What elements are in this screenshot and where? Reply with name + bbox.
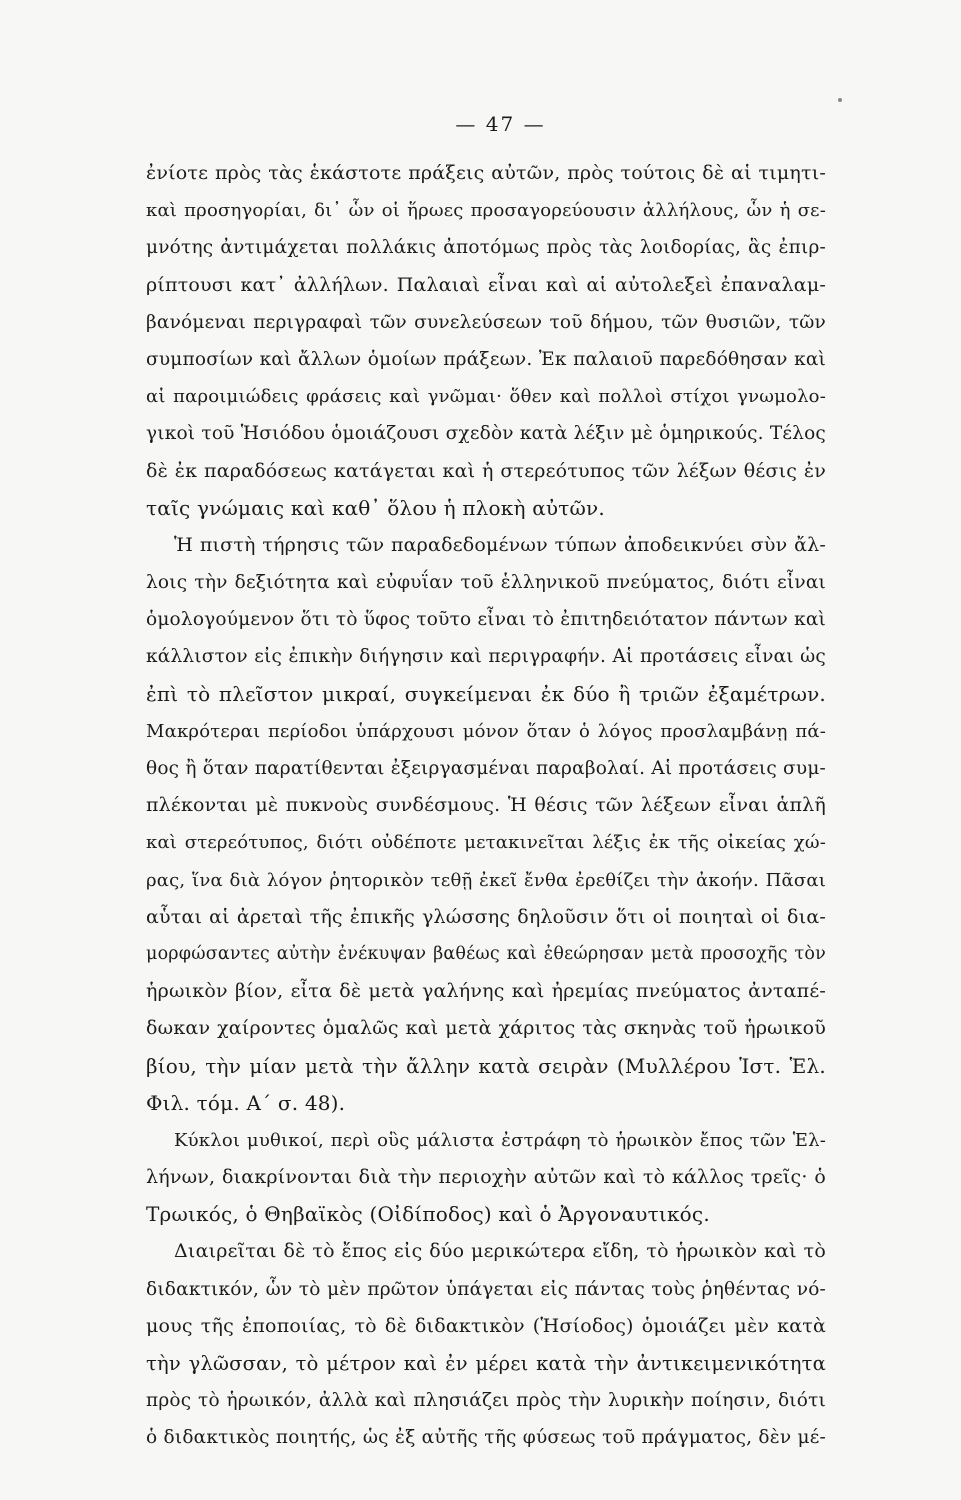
text-line: μνότης ἀντιμάχεται πολλάκις ἀποτόμως πρὸς τὰς λοιδορίας, ἃς ἐπιρ- — [146, 237, 826, 259]
text-line: ὁμολογούμενον ὅτι τὸ ὕφος τοῦτο εἶναι τὸ ἐπιτηδειότατον πάντων καὶ — [146, 609, 826, 631]
paragraph — [146, 1122, 826, 1234]
text-line: Κύκλοι μυθικοί, περὶ οὓς μάλιστα ἐστράφη τὸ ἡρωικὸν ἔπος τῶν Ἑλ- — [174, 1129, 826, 1151]
body-text — [146, 155, 826, 1457]
text-line: μορφώσαντες αὐτὴν ἐνέκυψαν βαθέως καὶ ἐθεώρησαν μετὰ προσοχῆς τὸν — [146, 943, 826, 964]
text-line: ἡρωικὸν βίον, εἶτα δὲ μετὰ γαλήνης καὶ ἠρεμίας πνεύματος ἀνταπέ- — [146, 980, 826, 1003]
text-line: δὲ ἐκ παραδόσεως κατάγεται καὶ ἡ στερεότυπος τῶν λέξων θέσις ἐν — [146, 459, 826, 482]
text-line: λοις τὴν δεξιότητα καὶ εὐφυΐαν τοῦ ἑλληνικοῦ πνεύματος, διότι εἶναι — [146, 572, 826, 594]
text-line: Φιλ. τόμ. Α´ σ. 48). — [146, 1090, 346, 1115]
text-line: καὶ στερεότυπος, διότι οὐδέποτε μετακινεῖται λέξις ἐκ τῆς οἰκείας χώ- — [146, 832, 826, 854]
text-line: λήνων, διακρίνονται διὰ τὴν περιοχὴν αὐτῶν καὶ τὸ κάλλος τρεῖς· ὁ — [146, 1166, 826, 1189]
text-line: ρίπτουσι κατ᾽ ἀλλήλων. Παλαιαὶ εἶναι καὶ αἱ αὐτολεξεὶ ἐπαναλαμ- — [146, 273, 826, 296]
speck-mark — [838, 98, 842, 102]
text-line: θος ἢ ὅταν παρατίθενται ἐξειργασμέναι παραβολαί. Αἱ προτάσεις συμ- — [146, 758, 826, 779]
text-line: ταῖς γνώμαις καὶ καθ᾽ ὅλου ἡ πλοκὴ αὐτῶν. — [146, 495, 605, 520]
paragraph — [146, 155, 826, 527]
text-line: βανόμεναι περιγραφαὶ τῶν συνελεύσεων τοῦ δήμου, τῶν θυσιῶν, τῶν — [146, 311, 826, 333]
text-line: ἐπὶ τὸ πλεῖστον μικραί, συγκείμεναι ἐκ δύο ἢ τριῶν ἐξαμέτρων. — [146, 681, 826, 706]
text-line: Τρωικός, ὁ Θηβαϊκὸς (Οἰδίποδος) καὶ ὁ Ἀργοναυτικός. — [146, 1202, 710, 1227]
text-line: συμποσίων καὶ ἄλλων ὁμοίων πράξεων. Ἐκ παλαιοῦ παρεδόθησαν καὶ — [146, 348, 826, 370]
text-line: πλέκονται μὲ πυκνοὺς συνδέσμους. Ἡ θέσις τῶν λέξεων εἶναι ἁπλῆ — [146, 794, 826, 817]
text-line: αὗται αἱ ἀρεταὶ τῆς ἐπικῆς γλώσσης δηλοῦσιν ὅτι οἱ ποιηταὶ οἱ δια- — [146, 905, 826, 928]
text-line: κάλλιστον εἰς ἐπικὴν διήγησιν καὶ περιγραφήν. Αἱ προτάσεις εἶναι ὡς — [146, 646, 826, 668]
text-line: γικοὶ τοῦ Ἡσιόδου ὁμοιάζουσι σχεδὸν κατὰ λέξιν μὲ ὁμηρικούς. Τέλος — [146, 423, 826, 445]
page-number: — 47 — — [455, 112, 546, 136]
paragraph — [146, 1233, 826, 1456]
text-line: βίου, τὴν μίαν μετὰ τὴν ἄλλην κατὰ σειρὰν (Μυλλέρου Ἱστ. Ἑλ. — [146, 1053, 826, 1078]
paragraph — [146, 527, 826, 1122]
text-line: Διαιρεῖται δὲ τὸ ἔπος εἰς δύο μερικώτερα εἴδη, τὸ ἡρωικὸν καὶ τὸ — [174, 1240, 826, 1263]
text-line: μους τῆς ἐποποιίας, τὸ δὲ διδακτικὸν (Ἡσίοδος) ὁμοιάζει μὲν κατὰ — [146, 1314, 826, 1337]
text-line: τὴν γλῶσσαν, τὸ μέτρον καὶ ἐν μέρει κατὰ τὴν ἀντικειμενικότητα — [146, 1352, 826, 1375]
text-line: καὶ προσηγορίαι, δι᾽ ὧν οἱ ἥρωες προσαγορεύουσιν ἀλλήλους, ὧν ἡ σε- — [146, 200, 826, 222]
text-line: ρας, ἵνα διὰ λόγον ῥητορικὸν τεθῇ ἐκεῖ ἔνθα ἐρεθίζει τὴν ἀκοήν. Πᾶσαι — [146, 869, 826, 891]
text-line: ἐνίοτε πρὸς τὰς ἑκάστοτε πράξεις αὐτῶν, πρὸς τούτοις δὲ αἱ τιμητι- — [146, 162, 826, 184]
text-line: ὁ διδακτικὸς ποιητής, ὡς ἐξ αὐτῆς τῆς φύσεως τοῦ πράγματος, δὲν μέ- — [146, 1427, 826, 1449]
text-line: αἱ παροιμιώδεις φράσεις καὶ γνῶμαι· ὅθεν καὶ πολλοὶ στίχοι γνωμολο- — [146, 386, 826, 408]
text-line: δωκαν χαίροντες ὁμαλῶς καὶ μετὰ χάριτος τὰς σκηνὰς τοῦ ἡρωικοῦ — [146, 1017, 826, 1040]
text-line: Μακρότεραι περίοδοι ὑπάρχουσι μόνον ὅταν ὁ λόγος προσλαμβάνῃ πά- — [146, 720, 826, 742]
text-line: Ἡ πιστὴ τήρησις τῶν παραδεδομένων τύπων ἀποδεικνύει σὺν ἄλ- — [174, 533, 826, 556]
text-line: πρὸς τὸ ἡρωικόν, ἀλλὰ καὶ πλησιάζει πρὸς τὴν λυρικὴν ποίησιν, διότι — [146, 1390, 826, 1412]
text-line: διδακτικόν, ὧν τὸ μὲν πρῶτον ὑπάγεται εἰς πάντας τοὺς ῥηθέντας νό- — [146, 1278, 826, 1300]
